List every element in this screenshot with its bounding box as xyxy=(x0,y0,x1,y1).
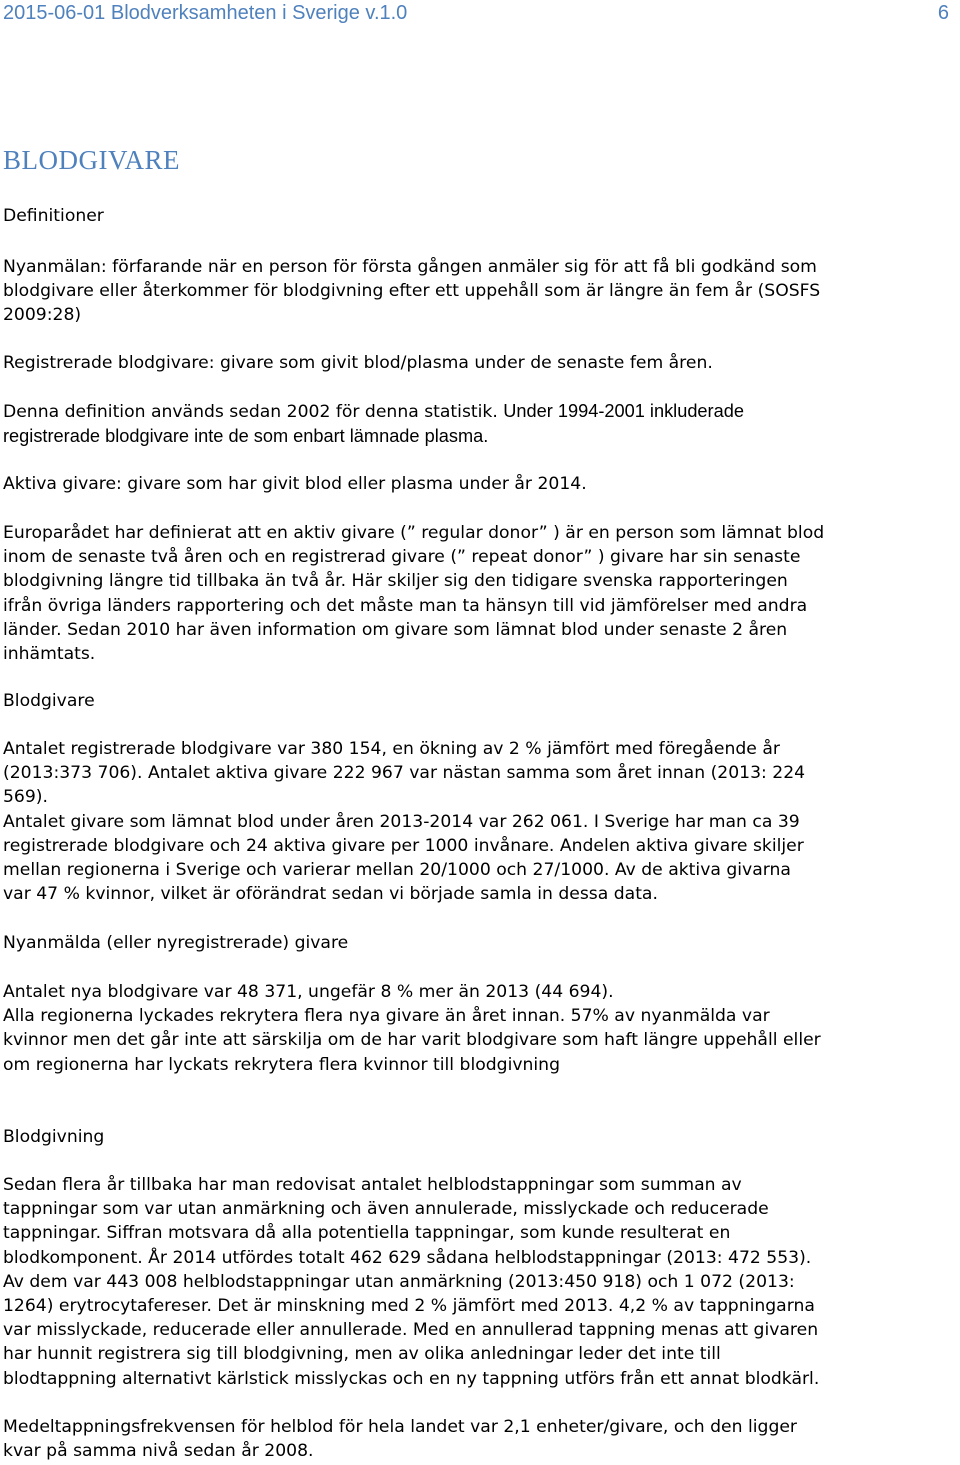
page-header xyxy=(3,0,949,26)
text-line: registrerade blodgivare inte de som enbart lämnade plasma. xyxy=(3,426,489,447)
text-line: länder. Sedan 2010 har även information om givare som lämnat blod under senaste 2 åren xyxy=(3,619,788,640)
definition-nyanmalan xyxy=(3,255,958,328)
text-line: tappningar. Siffran motsvara då alla potentiella tappningar, som kunde resulterat en xyxy=(3,1223,731,1244)
text-line: Nyanmälan: förfarande när en person för första gången anmäler sig för att få bli godkänd som xyxy=(3,257,817,277)
definition-note xyxy=(3,399,958,448)
text-line: om regionerna har lyckats rekrytera flera kvinnor till blodgivning xyxy=(3,1054,560,1075)
section-title: BLODGIVARE xyxy=(3,145,181,175)
text-line: mellan regionerna i Sverige och varierar mellan 20/1000 och 27/1000. Av de aktiva givarna xyxy=(3,860,791,881)
text-line: 1264) erytrocytafereser. Det är minskning med 2 % jämfört med 2013. 4,2 % av tappningarna xyxy=(3,1296,815,1317)
page-number: 6 xyxy=(937,2,949,24)
text-line: Denna definition används sedan 2002 för denna statistik. Under 1994-2001 inkluderade xyxy=(3,401,744,422)
text-line: tappningar som var utan anmärkning och även annulerade, misslyckade och reducerade xyxy=(3,1199,769,1220)
subheading-definitioner: Definitioner xyxy=(3,206,104,226)
text-line: inom de senaste två åren och en registrerad givare (” repeat donor” ) givare har sin senaste xyxy=(3,547,801,568)
paragraph-nyanmalda xyxy=(3,980,958,1077)
paragraph-blodgivare xyxy=(3,737,958,906)
text-line: inhämtats. xyxy=(3,644,96,665)
subheading-blodgivning: Blodgivning xyxy=(3,1127,105,1147)
subheading-blodgivare: Blodgivare xyxy=(3,691,95,711)
text-line: blodtappning alternativt kärlstick misslyckas och en ny tappning utförs från ett annat blodkärl. xyxy=(3,1368,820,1389)
text-line: Europarådet har definierat att en aktiv givare (” regular donor” ) är en person som lämnat blod xyxy=(3,523,825,543)
subheading-nyanmalda: Nyanmälda (eller nyregistrerade) givare xyxy=(3,933,349,953)
text-line: (2013:373 706). Antalet aktiva givare 222 967 var nästan samma som året innan (2013: 224 xyxy=(3,763,806,784)
text-line: Antalet givare som lämnat blod under åren 2013-2014 var 262 061. I Sverige har man ca 39 xyxy=(3,811,800,832)
text-line: Antalet nya blodgivare var 48 371, ungefär 8 % mer än 2013 (44 694). xyxy=(3,982,614,1002)
text-line: Medeltappningsfrekvensen för helblod för hela landet var 2,1 enheter/givare, och den ligger xyxy=(3,1417,797,1437)
text-line: Av dem var 443 008 helblodstappningar utan anmärkning (2013:450 918) och 1 072 (2013: xyxy=(3,1271,795,1292)
text-line: 569). xyxy=(3,787,48,808)
text-line: har hunnit registrera sig till blodgivning, men av olika anledningar leder det inte till xyxy=(3,1344,721,1365)
text-line: blodkomponent. År 2014 utfördes totalt 462 629 sådana helblodstappningar (2013: 472 553). xyxy=(3,1247,812,1268)
text-line: registrerade blodgivare och 24 aktiva givare per 1000 invånare. Andelen aktiva givare skiljer xyxy=(3,835,804,856)
text-line: kvinnor men det går inte att särskilja om de har varit blodgivare som haft längre uppehåll eller xyxy=(3,1030,821,1051)
text-line: 2009:28) xyxy=(3,305,82,326)
document-title-version: 2015-06-01 Blodverksamheten i Sverige v.1.0 xyxy=(3,2,408,24)
paragraph-blodgivning xyxy=(3,1173,958,1391)
text-line: var 47 % kvinnor, vilket är oförändrat sedan vi började samla in dessa data. xyxy=(3,884,658,905)
definition-registrerade: Registrerade blodgivare: givare som givit blod/plasma under de senaste fem åren. xyxy=(3,353,713,373)
text-line: ifrån övriga länders rapportering och det måste man ta hänsyn till vid jämförelser med andra xyxy=(3,595,808,616)
text-line: Alla regionerna lyckades rekrytera flera nya givare än året innan. 57% av nyanmälda var xyxy=(3,1006,770,1027)
text-line: Antalet registrerade blodgivare var 380 154, en ökning av 2 % jämfört med föregående år xyxy=(3,739,780,759)
text-line: Sedan flera år tillbaka har man redovisat antalet helblodstappningar som summan av xyxy=(3,1175,742,1195)
text-line: blodgivning längre tid tillbaka än två år. Här skiljer sig den tidigare svenska rapporteringen xyxy=(3,571,788,592)
paragraph-europaradet xyxy=(3,521,958,666)
paragraph-medeltappning xyxy=(3,1415,958,1463)
text-line: kvar på samma nivå sedan år 2008. xyxy=(3,1441,314,1462)
definition-aktiva: Aktiva givare: givare som har givit blod eller plasma under år 2014. xyxy=(3,474,587,494)
text-line: var misslyckade, reducerade eller annullerade. Med en annullerad tappning menas att givaren xyxy=(3,1320,819,1341)
text-line: blodgivare eller återkommer för blodgivning efter ett uppehåll som är längre än fem år (SOSFS xyxy=(3,281,821,302)
